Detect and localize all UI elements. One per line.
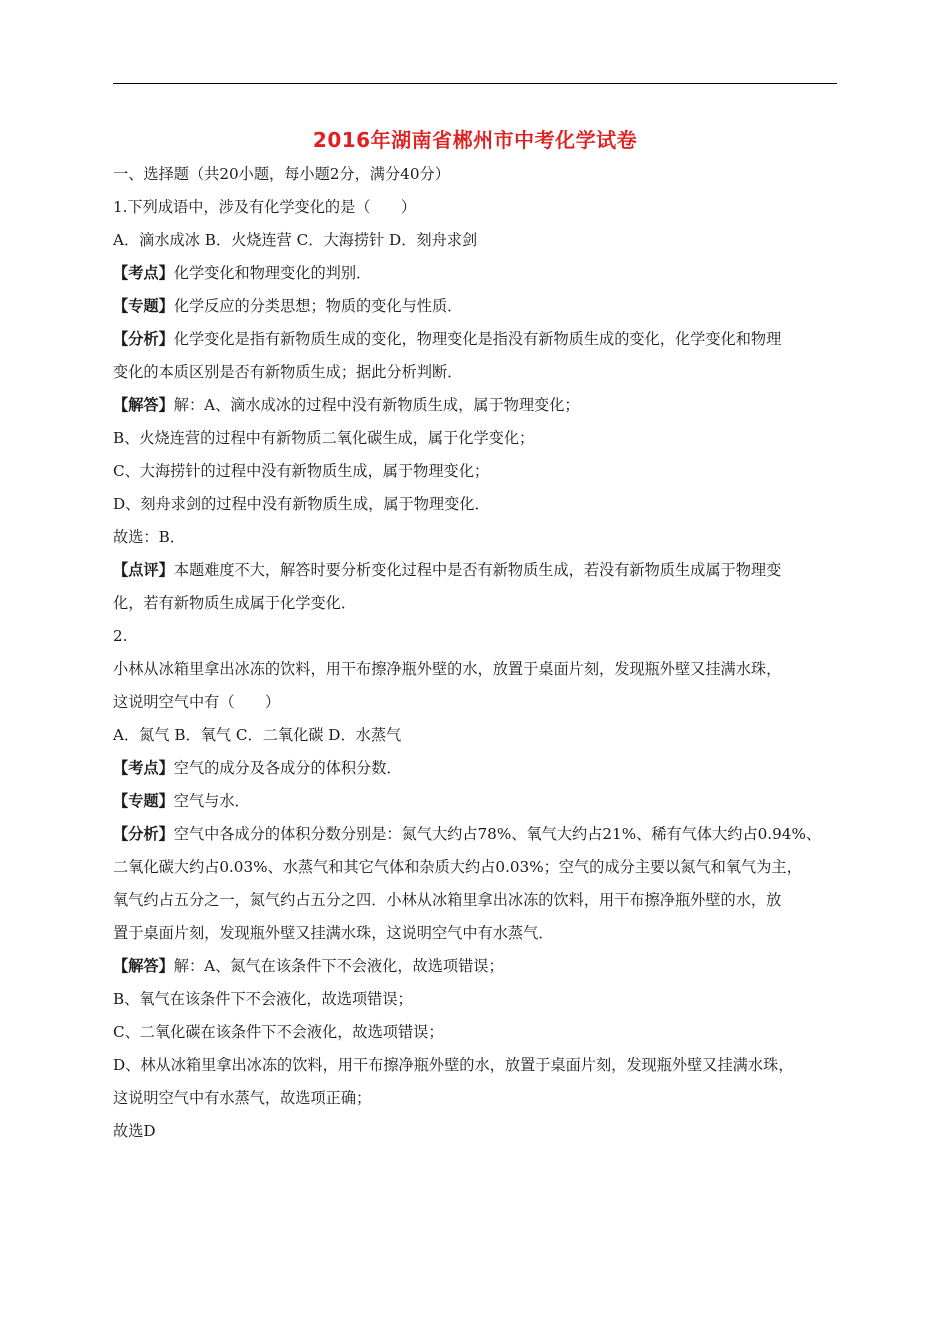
question-1 (113, 191, 843, 620)
jieda-continued: C、大海捞针的过程中没有新物质生成，属于物理变化； (113, 462, 490, 480)
zhuanti-text: 化学反应的分类思想；物质的变化与性质． (173, 297, 463, 315)
zhuanti-text: 空气与水． (173, 792, 250, 810)
fenxi-continued: 氧气约占五分之一，氮气约占五分之四．小林从冰箱里拿出冰冻的饮料，用干布擦净瓶外壁的水，放 (113, 891, 782, 909)
fenxi-line (113, 323, 843, 356)
zhuanti-tag: 【专题】 (113, 792, 174, 810)
question-stem-continued: 这说明空气中有（ ） (113, 693, 281, 711)
jieda-tag: 【解答】 (113, 957, 174, 975)
zhuanti-line (113, 290, 843, 323)
question-options: A．氮气 B．氧气 C．二氧化碳 D．水蒸气 (113, 726, 402, 744)
fenxi-line (113, 818, 843, 851)
section-header: 一、选择题（共20小题，每小题2分，满分40分） (113, 165, 450, 183)
jieda-continued: D、刻舟求剑的过程中没有新物质生成，属于物理变化． (113, 495, 490, 513)
jieda-continued: C、二氧化碳在该条件下不会液化，故选项错误； (113, 1023, 444, 1041)
kaodian-tag: 【考点】 (113, 759, 174, 777)
jieda-continued: B、火烧连营的过程中有新物质二氧化碳生成，属于化学变化； (113, 429, 535, 447)
question-options: A．滴水成冰 B．火烧连营 C．大海捞针 D．刻舟求剑 (113, 231, 478, 249)
kaodian-text: 空气的成分及各成分的体积分数． (173, 759, 402, 777)
kaodian-text: 化学变化和物理变化的判别． (173, 264, 372, 282)
kaodian-tag: 【考点】 (113, 264, 174, 282)
dianping-line (113, 554, 843, 587)
answer-line: 故选D (113, 1122, 156, 1140)
question-number: 2. (113, 627, 128, 645)
fenxi-tag: 【分析】 (113, 825, 174, 843)
zhuanti-tag: 【专题】 (113, 297, 174, 315)
fenxi-tag: 【分析】 (113, 330, 174, 348)
jieda-text: 解：A、滴水成冰的过程中没有新物质生成，属于物理变化； (173, 396, 580, 414)
zhuanti-line (113, 785, 843, 818)
fenxi-continued: 二氧化碳大约占0.03%、水蒸气和其它气体和杂质大约占0.03%；空气的成分主要以氮气和氧气为主， (113, 858, 802, 876)
header-rule (113, 83, 837, 84)
document-body (113, 158, 843, 1148)
question-2 (113, 620, 843, 1148)
page-title: 2016年湖南省郴州市中考化学试卷 (312, 128, 638, 152)
jieda-text: 解：A、氮气在该条件下不会液化，故选项错误； (173, 957, 504, 975)
fenxi-continued: 变化的本质区别是否有新物质生成；据此分析判断． (113, 363, 463, 381)
question-stem: 小林从冰箱里拿出冰冻的饮料，用干布擦净瓶外壁的水，放置于桌面片刻，发现瓶外壁又挂满水珠， (113, 660, 782, 678)
jieda-continued: D、林从冰箱里拿出冰冻的饮料，用干布擦净瓶外壁的水，放置于桌面片刻，发现瓶外壁又挂满水珠， (113, 1056, 794, 1074)
answer-line: 故选：B． (113, 528, 185, 546)
jieda-continued: 这说明空气中有水蒸气，故选项正确； (113, 1089, 372, 1107)
question-stem: 1.下列成语中，涉及有化学变化的是（ ） (113, 198, 417, 216)
fenxi-text: 化学变化是指有新物质生成的变化，物理变化是指没有新物质生成的变化，化学变化和物理 (173, 330, 782, 348)
jieda-line (113, 950, 843, 983)
jieda-continued: B、氧气在该条件下不会液化，故选项错误； (113, 990, 413, 1008)
dianping-continued: 化，若有新物质生成属于化学变化． (113, 594, 356, 612)
kaodian-line (113, 257, 843, 290)
dianping-text: 本题难度不大，解答时要分析变化过程中是否有新物质生成，若没有新物质生成属于物理变 (173, 561, 782, 579)
fenxi-continued: 置于桌面片刻，发现瓶外壁又挂满水珠，这说明空气中有水蒸气． (113, 924, 554, 942)
dianping-tag: 【点评】 (113, 561, 174, 579)
jieda-tag: 【解答】 (113, 396, 174, 414)
kaodian-line (113, 752, 843, 785)
fenxi-text: 空气中各成分的体积分数分别是：氮气大约占78%、氧气大约占21%、稀有气体大约占0.94%、 (173, 825, 822, 843)
jieda-line (113, 389, 843, 422)
